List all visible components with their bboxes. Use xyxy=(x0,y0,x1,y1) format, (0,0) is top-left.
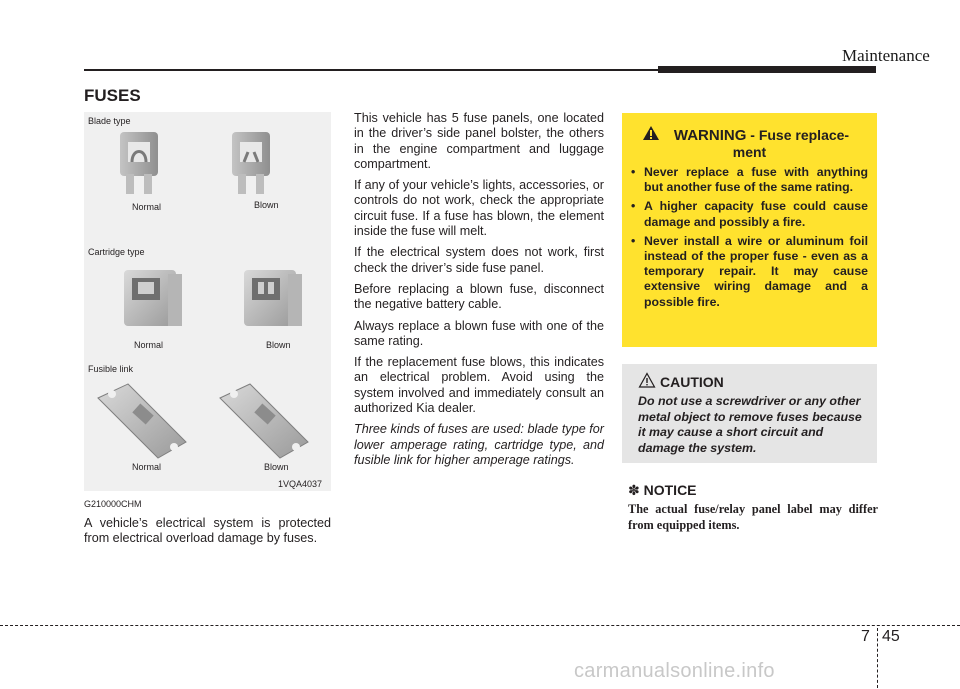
fuse-illustration xyxy=(84,112,331,491)
paragraph: This vehicle has 5 fuse panels, one located in the driver’s side panel bolster, the others in the engine compartment and luggage compartment. xyxy=(354,111,604,171)
label-blade-blown: Blown xyxy=(254,200,279,210)
cartridge-fuse-normal xyxy=(124,270,182,326)
paragraph: Before replacing a blown fuse, disconnect the negative battery cable. xyxy=(354,281,604,312)
doc-code: G210000CHM xyxy=(84,499,142,509)
cartridge-fuse-blown xyxy=(244,270,302,326)
warning-item: • Never install a wire or aluminum foil instead of the proper fuse - even as a temporary repair. It may cause extensive wiring damage and a possible fire. xyxy=(630,234,868,310)
caution-box xyxy=(622,364,877,463)
fusible-link-blown xyxy=(220,384,308,458)
paragraph: Always replace a blown fuse with one of the same rating. xyxy=(354,318,604,348)
label-fusible-normal: Normal xyxy=(132,462,162,472)
footer-rule xyxy=(0,625,960,626)
header-bar xyxy=(658,66,876,73)
page-number: 45 xyxy=(882,628,900,645)
figure-code: 1VQA4037 xyxy=(278,479,323,489)
paragraph: If any of your vehicle’s lights, accessories, or controls do not work, check the appropriate circuit fuse. If a fuse has blown, the element inside the fuse will melt. xyxy=(354,178,604,239)
caution-triangle-icon xyxy=(638,372,656,388)
caution-title: CAUTION xyxy=(660,374,724,390)
warning-title xyxy=(622,127,877,160)
blade-fuse-blown xyxy=(232,132,270,194)
fusible-link-normal xyxy=(98,384,186,458)
paragraph: If the replacement fuse blows, this indicates an electrical problem. Avoid using the system involved and immediately consult an authorized Kia dealer. xyxy=(354,355,604,416)
fuse-types-paragraph: Three kinds of fuses are used: blade type for lower amperage rating, cartridge type, and fusible link for higher amperage ratings. xyxy=(354,422,604,467)
header-rule xyxy=(84,69,658,71)
page-separator xyxy=(877,628,878,688)
warning-item: • Never replace a fuse with anything but another fuse of the same rating. xyxy=(630,165,868,195)
notice-title xyxy=(628,482,697,499)
caution-text: Do not use a screwdriver or any other metal object to remove fuses because it may cause a short circuit and damage the system. xyxy=(638,394,862,455)
page-heading: FUSES xyxy=(84,86,141,105)
warning-word: WARNING xyxy=(673,127,747,144)
blade-fuse-normal xyxy=(120,132,158,194)
label-cartridge-blown: Blown xyxy=(266,340,291,350)
label-cartridge-normal: Normal xyxy=(134,340,164,350)
notice-text: The actual fuse/relay panel label may differ from equipped items. xyxy=(628,502,878,532)
warning-title-line2: ment xyxy=(732,144,767,160)
label-blade-type: Blade type xyxy=(88,116,131,126)
notice-star-icon: ✽ xyxy=(628,482,640,498)
warning-list xyxy=(630,165,868,314)
label-fusible-blown: Blown xyxy=(264,462,289,472)
label-fusible-link: Fusible link xyxy=(88,364,134,374)
warning-item: • A higher capacity fuse could cause damage and possibly a fire. xyxy=(630,199,868,229)
label-blade-normal: Normal xyxy=(132,202,162,212)
main-text-column xyxy=(354,111,604,474)
warning-box xyxy=(622,113,877,347)
chapter-number: 7 xyxy=(861,628,870,645)
intro-paragraph: A vehicle’s electrical system is protected from electrical overload damage by fuses. xyxy=(84,516,331,546)
watermark: carmanualsonline.info xyxy=(574,660,775,682)
fuse-figure xyxy=(84,112,331,491)
label-cartridge-type: Cartridge type xyxy=(88,247,145,257)
section-title: Maintenance xyxy=(842,46,930,65)
warning-title-rest: - Fuse replace- xyxy=(746,127,850,143)
notice-title-text: NOTICE xyxy=(643,482,697,498)
paragraph: If the electrical system does not work, first check the driver’s side fuse panel. xyxy=(354,245,604,275)
